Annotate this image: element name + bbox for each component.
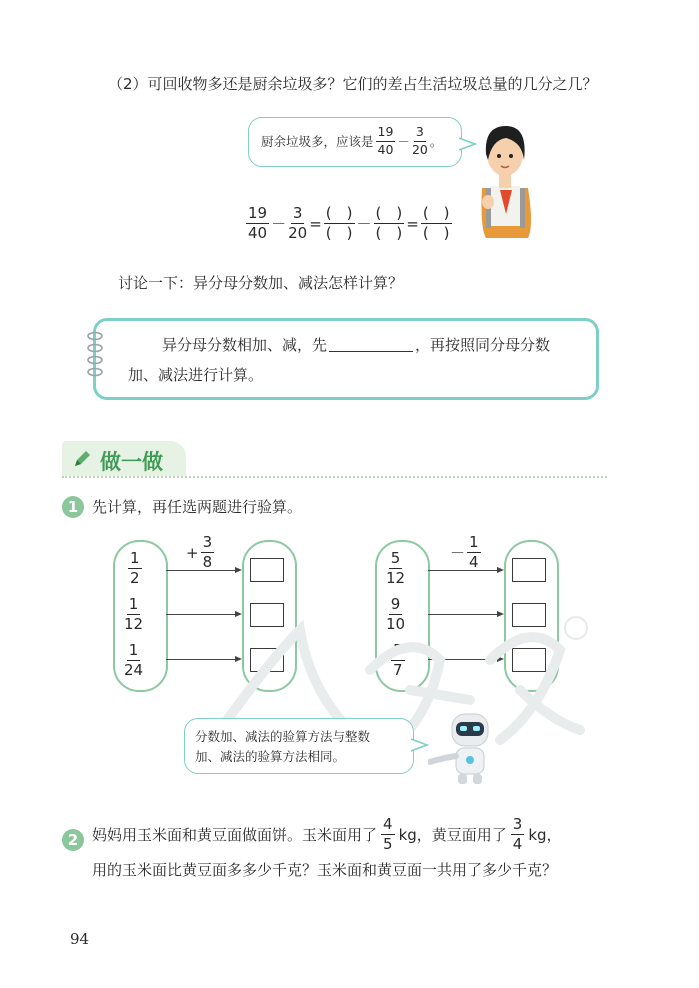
section-header xyxy=(62,441,186,476)
page-number: 94 xyxy=(70,930,90,948)
equation xyxy=(246,206,452,241)
blank-numerator: ( ) xyxy=(422,204,450,222)
speech-fraction-1 xyxy=(376,126,396,156)
equation-fraction-1 xyxy=(246,206,269,241)
rule-line-2: 加、减法进行计算。 xyxy=(128,366,264,384)
answer-box[interactable] xyxy=(512,558,546,582)
numerator: 3 xyxy=(202,533,213,551)
denominator: 5 xyxy=(383,835,393,853)
denominator: 24 xyxy=(124,661,144,679)
left-item-1 xyxy=(128,551,142,586)
denominator: 40 xyxy=(248,224,268,242)
section-title: 做一做 xyxy=(100,450,163,474)
numerator: 3 xyxy=(512,815,523,833)
notebook-rings xyxy=(84,328,106,382)
numerator: 9 xyxy=(390,595,401,613)
girl-speech-bubble xyxy=(248,117,462,167)
speech-minus: － xyxy=(397,134,410,149)
speech-fraction-2 xyxy=(412,126,428,156)
fraction xyxy=(124,643,143,678)
exercise-number-1: 1 xyxy=(62,496,84,518)
robot-speech-bubble xyxy=(184,718,414,774)
robot-speech-line-1: 分数加、减法的验算方法与整数 xyxy=(195,729,371,744)
blank-fraction-2 xyxy=(374,206,405,241)
numerator: 1 xyxy=(130,549,140,567)
numerator: 4 xyxy=(383,815,393,833)
robot-illustration xyxy=(428,710,500,786)
right-item-1 xyxy=(386,551,405,586)
rule-box xyxy=(93,318,599,400)
operation-fraction xyxy=(467,535,481,570)
rule-part-1: 异分母分数相加、减，先 xyxy=(162,336,328,354)
bubble-tail xyxy=(411,737,429,753)
denominator: 8 xyxy=(202,553,213,571)
question-2-prefix: （2） xyxy=(108,75,148,93)
numerator: 1 xyxy=(469,533,479,551)
numerator: 5 xyxy=(393,641,403,659)
denominator: 40 xyxy=(377,141,394,157)
exercise-1-text: 先计算，再任选两题进行验算。 xyxy=(92,498,303,516)
exercise-number-2: 2 xyxy=(62,829,84,851)
denominator: 7 xyxy=(393,661,403,679)
numerator: 19 xyxy=(248,204,268,222)
fraction xyxy=(128,551,142,586)
fraction xyxy=(386,551,405,586)
numerator: 1 xyxy=(128,641,139,659)
left-item-2 xyxy=(124,597,143,632)
corn-flour-fraction xyxy=(381,817,395,852)
numerator: 19 xyxy=(376,126,396,142)
denominator: 10 xyxy=(386,615,406,633)
arrow xyxy=(428,570,502,571)
numerator: 5 xyxy=(390,549,401,567)
denominator: 20 xyxy=(411,141,428,157)
blank-denominator: ( ) xyxy=(422,224,450,242)
pencil-icon xyxy=(72,449,92,469)
question-2 xyxy=(108,74,598,94)
speech-text: 厨余垃圾多，应该是 xyxy=(261,134,374,149)
speech-end: 。 xyxy=(429,134,443,149)
fraction xyxy=(124,597,143,632)
exercise-2-line-1 xyxy=(92,817,562,852)
numerator: 3 xyxy=(414,126,426,142)
rule-blank[interactable] xyxy=(329,351,413,352)
section-divider xyxy=(62,476,607,478)
robot-speech-line-2: 加、减法的验算方法相同。 xyxy=(195,749,346,764)
equation-equals: = xyxy=(309,214,322,233)
rule-part-2: ，再按照同分母分数 xyxy=(415,336,551,354)
soy-flour-fraction xyxy=(511,817,525,852)
exercise-2-text-3: kg， xyxy=(528,826,562,844)
denominator: 12 xyxy=(386,569,406,587)
blank-numerator: ( ) xyxy=(325,204,353,222)
robot-speech-text xyxy=(195,727,370,767)
blank-numerator: ( ) xyxy=(375,204,403,222)
equation-minus-2: － xyxy=(356,215,372,233)
equation-fraction-2 xyxy=(288,206,307,241)
denominator: 4 xyxy=(512,835,523,853)
exercise-2-line-2: 用的玉米面比黄豆面多多少千克？玉米面和黄豆面一共用了多少千克？ xyxy=(92,861,558,879)
operator: － xyxy=(450,544,466,562)
operation-fraction xyxy=(201,535,215,570)
denominator: 20 xyxy=(288,224,308,242)
denominator: 12 xyxy=(124,615,144,633)
exercise-2-text-2: kg，黄豆面用了 xyxy=(398,826,507,844)
girl-illustration xyxy=(470,118,540,238)
arrow xyxy=(166,570,240,571)
denominator: 2 xyxy=(130,569,140,587)
blank-denominator: ( ) xyxy=(375,224,403,242)
blank-fraction-3 xyxy=(421,206,452,241)
left-item-3 xyxy=(124,643,143,678)
question-2-text: 可回收物多还是厨余垃圾多？它们的差占生活垃圾总量的几分之几？ xyxy=(147,75,598,93)
left-operation xyxy=(186,535,214,570)
numerator: 1 xyxy=(128,595,139,613)
right-operation xyxy=(450,535,481,570)
operator: + xyxy=(186,543,199,562)
answer-box[interactable] xyxy=(250,558,284,582)
rule-line-1 xyxy=(162,335,550,355)
denominator: 4 xyxy=(469,553,479,571)
equation-minus: － xyxy=(271,215,287,233)
equation-equals-2: = xyxy=(406,214,419,233)
discussion-prompt: 讨论一下：异分母分数加、减法怎样计算？ xyxy=(118,274,404,292)
blank-denominator: ( ) xyxy=(325,224,353,242)
blank-fraction-1 xyxy=(324,206,355,241)
exercise-2-text-1: 妈妈用玉米面和黄豆面做面饼。玉米面用了 xyxy=(92,826,378,844)
speech-content xyxy=(261,126,442,156)
numerator: 3 xyxy=(292,204,303,222)
